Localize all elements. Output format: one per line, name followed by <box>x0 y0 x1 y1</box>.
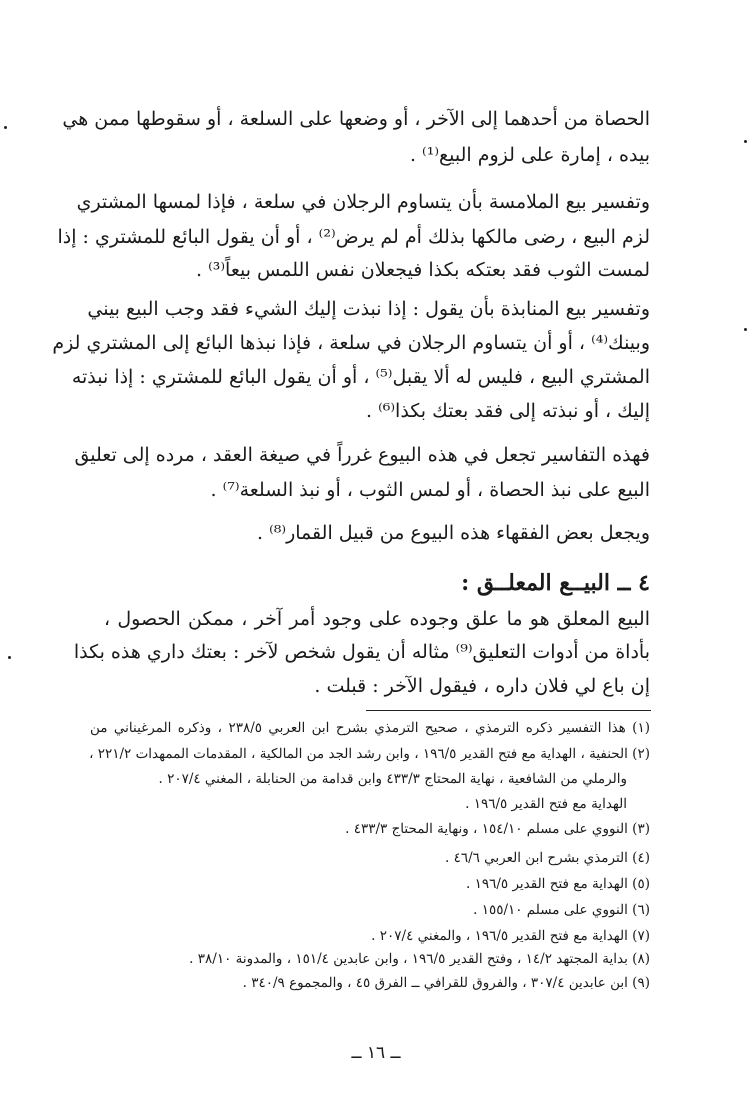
body-line: إن باع لي فلان داره ، فيقول الآخر : قبلت . <box>314 675 650 697</box>
body-line: وتفسير بيع الملامسة بأن يتساوم الرجلان في سلعة ، فإذا لمسها المشتري <box>76 191 650 213</box>
scan-speck <box>744 328 747 331</box>
footnote-line: (٣) النووي على مسلم ١٥٤/١٠ ، ونهاية المحتاج ٤٣٣/٣ . <box>345 821 650 837</box>
scan-speck <box>4 126 7 129</box>
body-line: لمست الثوب فقد بعتكه بكذا فيجعلان نفس اللمس بيعاً⁽³⁾ . <box>195 259 650 281</box>
body-line: لزم البيع ، رضى مالكها بذلك أم لم يرض⁽²⁾ ، أو أن يقول البائع للمشتري : إذا <box>57 226 650 248</box>
footnote-line: (٩) ابن عابدين ٣٠٧/٤ ، والفروق للقرافي ــ الفرق ٤٥ ، والمجموع ٣٤٠/٩ . <box>242 975 650 991</box>
footnote-line: والرملي من الشافعية ، نهاية المحتاج ٤٣٣/٣ وابن قدامة من الحنابلة ، المغني ٢٠٧/٤ . <box>158 771 627 787</box>
footnote-line: (٧) الهداية مع فتح القدير ١٩٦/٥ ، والمغني ٢٠٧/٤ . <box>371 928 650 944</box>
body-line: إليك ، أو نبذته إلى فقد بعتك بكذا⁽⁶⁾ . <box>366 400 650 422</box>
body-line: فهذه التفاسير تجعل في هذه البيوع غرراً في صيغة العقد ، مرده إلى تعليق <box>74 444 650 466</box>
body-line: البيع على نبذ الحصاة ، أو لمس الثوب ، أو نبذ السلعة⁽⁷⁾ . <box>210 479 650 501</box>
body-line: بأداة من أدوات التعليق⁽⁹⁾ مثاله أن يقول شخص لآخر : بعتك داري هذه بكذا <box>73 641 650 663</box>
scan-speck <box>744 140 747 143</box>
footnote-separator <box>366 710 651 711</box>
body-line: المشتري البيع ، فليس له ألا يقبل⁽⁵⁾ ، أو أن يقول البائع للمشتري : إذا نبذته <box>71 366 650 388</box>
scan-speck <box>8 656 11 659</box>
page-number: ــ ١٦ ــ <box>351 1043 401 1063</box>
footnote-line: الهداية مع فتح القدير ١٩٦/٥ . <box>465 796 627 812</box>
footnote-line: (٥) الهداية مع فتح القدير ١٩٦/٥ . <box>466 876 650 892</box>
footnote-line: (١) هذا التفسير ذكره الترمذي ، صحيح الترمذي بشرح ابن العربي ٢٣٨/٥ ، وذكره المرغيناني من <box>90 720 650 736</box>
body-line: وبينك⁽⁴⁾ ، أو أن يتساوم الرجلان في سلعة ، فإذا نبذها البائع إلى المشتري لزم <box>52 332 650 354</box>
footnote-line: (٤) الترمذي بشرح ابن العربي ٤٦/٦ . <box>444 850 650 866</box>
body-line: البيع المعلق هو ما علق وجوده على وجود أمر آخر ، ممكن الحصول ، <box>104 608 650 630</box>
footnote-line: (٨) بداية المجتهد ١٤/٢ ، وفتح القدير ١٩٦/٥ ، وابن عابدين ١٥١/٤ ، والمدونة ٣٨/١٠ . <box>189 951 650 967</box>
body-line: بيده ، إمارة على لزوم البيع⁽¹⁾ . <box>409 144 650 166</box>
section-heading: ٤ ــ البيــع المعلــق : <box>461 570 650 596</box>
body-line: وتفسير بيع المنابذة بأن يقول : إذا نبذت إليك الشيء فقد وجب البيع بيني <box>87 298 650 320</box>
body-line: ويجعل بعض الفقهاء هذه البيوع من قبيل القمار⁽⁸⁾ . <box>257 522 650 544</box>
body-line: الحصاة من أحدهما إلى الآخر ، أو وضعها على السلعة ، أو سقوطها ممن هي <box>62 108 650 130</box>
footnote-line: (٢) الحنفية ، الهداية مع فتح القدير ١٩٦/٥ ، وابن رشد الجد من المالكية ، المقدمات الممهدات ٢٢١/٢ ، <box>89 746 650 762</box>
footnote-line: (٦) النووي على مسلم ١٥٥/١٠ . <box>473 902 650 918</box>
